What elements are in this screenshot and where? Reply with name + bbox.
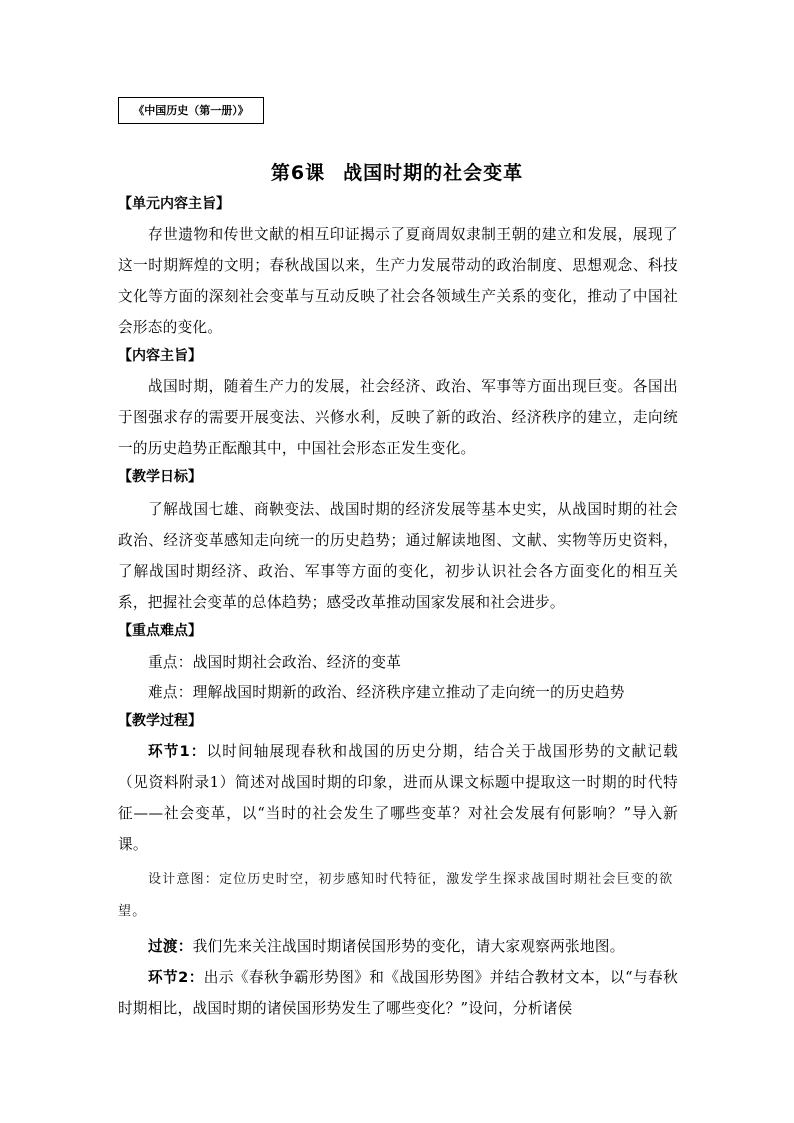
transition-text: 我们先来关注战国时期诸侯国形势的变化，请大家观察两张地图。	[192, 938, 625, 955]
transition-paragraph	[118, 932, 678, 962]
step1-text: 以时间轴展现春秋和战国的历史分期，结合关于战国形势的文献记载（见资料附录1）简述对战国时期的印象，进而从课文标题中提取这一时期的时代特征——社会变革，以“当时的社会发生了哪些变革？对社会发展有何影响？”导入新课。	[118, 743, 678, 853]
step1-label: 环节1：	[148, 743, 207, 760]
content-theme-text: 战国时期，随着生产力的发展，社会经济、政治、军事等方面出现巨变。各国出于图强求存的需要开展变法、兴修水利，反映了新的政治、经济秩序的建立，走向统一的历史趋势正酝酿其中，中国社会形态正发生变化。	[118, 378, 678, 457]
teaching-goals-heading: 【教学日标】	[118, 469, 202, 485]
transition-label: 过渡：	[148, 938, 193, 955]
content-theme-heading: 【内容主旨】	[118, 348, 202, 364]
step2-paragraph	[118, 962, 678, 1024]
unit-theme-text: 存世遗物和传世文献的相互印证揭示了夏商周奴隶制王朝的建立和发展，展现了这一时期辉煌的文明；春秋战国以来，生产力发展带动的政治制度、思想观念、科技文化等方面的深刻社会变革与互动反映了社会各领域生产关系的变化，推动了中国社会形态的变化。	[118, 226, 678, 336]
lesson-name: 战国时期的社会变革	[343, 162, 524, 184]
lesson-title	[0, 158, 794, 185]
step1-paragraph	[118, 736, 678, 860]
teaching-goals-text: 了解战国七雄、商鞅变法、战国时期的经济发展等基本史实，从战国时期的社会政治、经济变革感知走向统一的历史趋势；通过解读地图、文献、实物等历史资料，了解战国时期经济、政治、军事等方面的变化，初步认识社会各方面变化的相互关系，把握社会变革的总体趋势；感受改革推动国家发展和社会进步。	[118, 501, 678, 611]
document-body	[118, 191, 678, 1024]
lesson-number: 第6课	[270, 162, 326, 184]
key-points-heading: 【重点难点】	[118, 623, 202, 639]
design-note: 设计意图：定位历史时空，初步感知时代特征，激发学生探求战国时期社会巨变的欲望。	[118, 872, 674, 919]
step2-label: 环节2：	[148, 969, 204, 986]
unit-theme-heading: 【单元内容主旨】	[118, 196, 230, 212]
book-label: 《中国历史（第一册）》	[118, 97, 264, 124]
process-heading: 【教学过程】	[118, 713, 202, 729]
difficulty-text: 难点：理解战国时期新的政治、经济秩序建立推动了走向统一的历史趋势	[148, 684, 625, 701]
step2-text: 出示《春秋争霸形势图》和《战国形势图》并结合教材文本，以“与春秋时期相比，战国时期的诸侯国形势发生了哪些变化？”设问，分析诸侯	[118, 969, 678, 1017]
key-point-text: 重点：战国时期社会政治、经济的变革	[148, 654, 402, 671]
